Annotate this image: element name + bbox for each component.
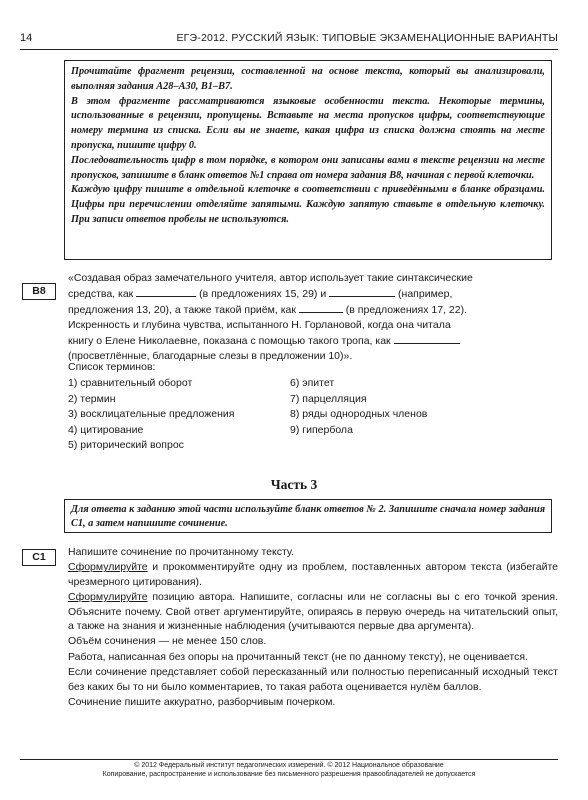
terms-list-title: Список терминов:	[68, 361, 156, 373]
essay-paragraph-1: Напишите сочинение по прочитанному тексту.	[68, 546, 295, 558]
essay-keyword: Сформулируйте	[68, 591, 148, 604]
term-item: 6) эпитет	[290, 377, 335, 389]
essay-text: и прокомментируйте одну из проблем, поставленных автором текста (избегайте чрезмерного цитирования).	[68, 561, 558, 588]
term-item: 4) цитирование	[68, 423, 144, 436]
essay-task	[68, 545, 558, 710]
terms-list-left	[68, 376, 234, 454]
footer-divider	[20, 759, 558, 760]
instructions-paragraph-4: Каждую цифру пишите в отдельной клеточке в соответствии с приведёнными в бланке образцами. Цифры при перечислении отделяйте запятыми. Каждую запятую ставьте в отдельную клеточку. При записи ответов пробелы не используются.	[71, 184, 545, 225]
term-item: 1) сравнительный оборот	[68, 377, 193, 389]
instructions-box	[64, 60, 552, 260]
part-3-instructions-box	[64, 499, 552, 533]
running-title: ЕГЭ-2012. РУССКИЙ ЯЗЫК: ТИПОВЫЕ ЭКЗАМЕНАЦИОННЫЕ ВАРИАНТЫ	[176, 32, 558, 44]
essay-paragraph-2	[68, 560, 558, 589]
review-fragment	[68, 271, 558, 364]
answer-blank-2	[329, 286, 395, 297]
header-divider	[20, 49, 558, 50]
review-text: (в предложениях 17, 22).	[345, 304, 468, 316]
essay-paragraph-4: Объём сочинения — не менее 150 слов.	[68, 635, 267, 648]
part-3-title: Часть 3	[270, 477, 318, 492]
review-text: (например,	[398, 288, 453, 300]
footer-notice: Копирование, распространение и использование без письменного разрешения правообладателей не допускается	[102, 771, 476, 778]
term-item: 5) риторический вопрос	[68, 439, 184, 452]
review-text: средства, как	[68, 288, 134, 300]
essay-text: позицию автора. Напишите, согласны или не согласны вы с его точкой зрения. Объясните почему. Свой ответ аргументируйте, опираясь в первую очередь на читательский опыт, а также на знания и жизненные наблюдения (учитываются первые два аргумента).	[68, 591, 558, 633]
essay-paragraph-7: Сочинение пишите аккуратно, разборчивым почерком.	[68, 696, 336, 709]
instructions-paragraph-3: Последовательность цифр в том порядке, в котором они записаны вами в тексте рецензии на месте пропусков, запишите в бланк ответов №1 справа от номера задания В8, начиная с первой клеточки.	[71, 154, 545, 181]
review-line-1: «Создавая образ замечательного учителя, автор использует такие синтаксические	[68, 272, 473, 284]
review-line-4: Искренность и глубина чувства, испытанного Н. Горлановой, когда она читала	[68, 319, 451, 331]
essay-keyword: Сформулируйте	[68, 561, 148, 574]
review-text: книгу о Елене Николаевне, показана с помощью такого тропа, как	[68, 335, 391, 347]
instructions-paragraph-2: В этом фрагменте рассматриваются языковые особенности текста. Некоторые термины, использованные в рецензии, пропущены. Вставьте на места пропусков цифры, соответствующие номеру термина из списка. Если вы не знаете, какая цифра из списка должна стоять на месте пропуска, пишите цифру 0.	[71, 95, 545, 151]
answer-blank-3	[299, 302, 343, 313]
footer-copyright: © 2012 Федеральный институт педагогических измерений. © 2012 Национальное образование	[134, 762, 444, 769]
term-item: 8) ряды однородных членов	[290, 408, 428, 421]
essay-paragraph-3	[68, 590, 558, 633]
answer-blank-1	[136, 286, 196, 297]
review-line-3	[68, 302, 558, 318]
page-number: 14	[20, 32, 33, 44]
instructions-paragraph-1: Прочитайте фрагмент рецензии, составленной на основе текста, который вы анализировали, выполняя задания А28–А30, В1–В7.	[71, 66, 545, 92]
terms-list-right	[290, 376, 427, 438]
term-item: 3) восклицательные предложения	[68, 408, 235, 421]
review-line-6: (просветлённые, благодарные слезы в предложении 10)».	[68, 350, 353, 362]
review-text: (в предложениях 15, 29) и	[199, 288, 327, 300]
essay-paragraph-6: Если сочинение представляет собой пересказанный или полностью переписанный исходный текст без каких бы то ни было комментариев, то такая работа оценивается нулём баллов.	[68, 666, 558, 693]
essay-paragraph-5: Работа, написанная без опоры на прочитанный текст (не по данному тексту), не оценивается.	[68, 650, 528, 663]
term-item: 2) термин	[68, 392, 116, 405]
task-label-b8: В8	[22, 283, 56, 300]
review-line-2	[68, 286, 558, 302]
page-header	[20, 32, 558, 48]
part-3-instructions: Для ответа к заданию этой части используйте бланк ответов № 2. Запишите сначала номер задания С1, а затем напишите сочинение.	[71, 504, 545, 529]
term-item: 7) парцелляция	[290, 392, 367, 405]
review-line-5	[68, 333, 558, 349]
term-item: 9) гипербола	[290, 423, 353, 436]
task-label-c1: С1	[22, 549, 56, 566]
answer-blank-4	[394, 333, 460, 344]
review-text: предложения 13, 20), а также такой приём, как	[68, 304, 296, 316]
